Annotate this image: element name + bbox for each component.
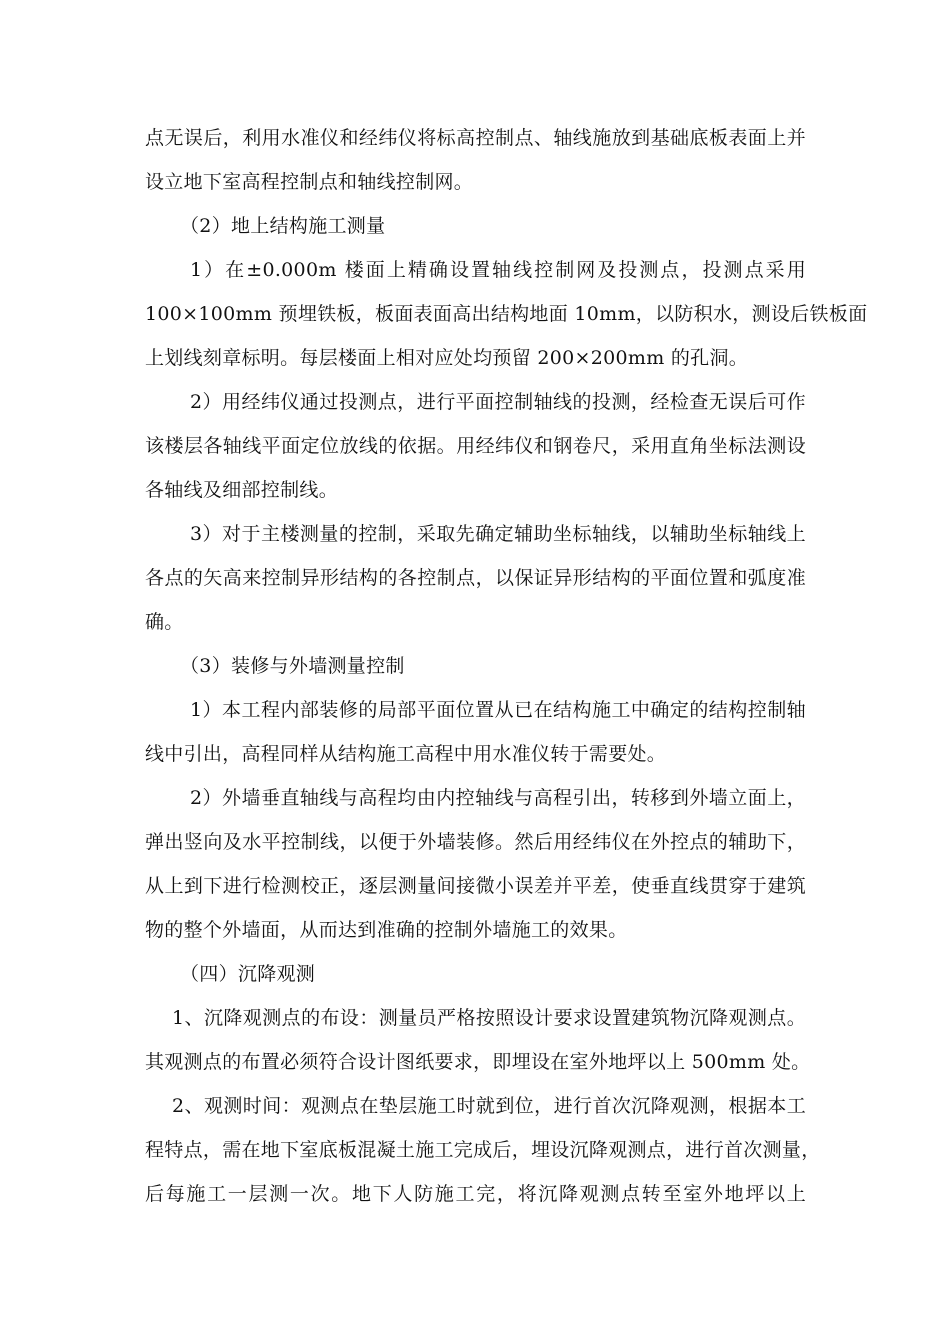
paragraph-line: 后每施工一层测一次。地下人防施工完，将沉降观测点转至室外地坪以上 [145,1183,806,1205]
paragraph-line: 弹出竖向及水平控制线，以便于外墙装修。然后用经纬仪在外控点的辅助下， [145,831,806,853]
paragraph-line: 程特点，需在地下室底板混凝土施工完成后，埋设沉降观测点，进行首次测量， [145,1139,821,1161]
paragraph-line: 确。 [145,611,184,633]
paragraph-line: 物的整个外墙面，从而达到准确的控制外墙施工的效果。 [145,919,628,941]
paragraph-line: 各点的矢高来控制异形结构的各控制点，以保证异形结构的平面位置和弧度准 [145,567,806,589]
paragraph-line: 点无误后，利用水准仪和经纬仪将标高控制点、轴线施放到基础底板表面上并 [145,127,806,149]
section-heading: （3）装修与外墙测量控制 [180,655,405,677]
paragraph-line: 设立地下室高程控制点和轴线控制网。 [145,171,474,193]
paragraph-line: 3）对于主楼测量的控制，采取先确定辅助坐标轴线，以辅助坐标轴线上 [190,523,806,545]
paragraph-line: 2、观测时间：观测点在垫层施工时就到位，进行首次沉降观测，根据本工 [172,1095,806,1117]
paragraph-line: 2）用经纬仪通过投测点，进行平面控制轴线的投测，经检查无误后可作 [190,391,806,413]
paragraph-line: 上划线刻章标明。每层楼面上相对应处均预留 200×200mm 的孔洞。 [145,347,749,369]
paragraph-line: 该楼层各轴线平面定位放线的依据。用经纬仪和钢卷尺，采用直角坐标法测设 [145,435,806,457]
paragraph-line: 1、沉降观测点的布设：测量员严格按照设计要求设置建筑物沉降观测点。 [172,1007,806,1029]
paragraph-line: 1）在±0.000m 楼面上精确设置轴线控制网及投测点，投测点采用 [190,259,806,281]
paragraph-line: 1）本工程内部装修的局部平面位置从已在结构施工中确定的结构控制轴 [190,699,806,721]
section-heading: （2）地上结构施工测量 [180,215,386,237]
paragraph-line: 线中引出，高程同样从结构施工高程中用水准仪转于需要处。 [145,743,667,765]
paragraph-line: 从上到下进行检测校正，逐层测量间接微小误差并平差，使垂直线贯穿于建筑 [145,875,806,897]
section-heading: （四）沉降观测 [180,963,316,985]
paragraph-line: 各轴线及细部控制线。 [145,479,339,501]
paragraph-line: 2）外墙垂直轴线与高程均由内控轴线与高程引出，转移到外墙立面上， [190,787,806,809]
paragraph-line: 其观测点的布置必须符合设计图纸要求，即埋设在室外地坪以上 500mm 处。 [145,1051,811,1073]
paragraph-line: 100×100mm 预埋铁板，板面表面高出结构地面 10mm，以防积水，测设后铁板面 [145,303,868,325]
